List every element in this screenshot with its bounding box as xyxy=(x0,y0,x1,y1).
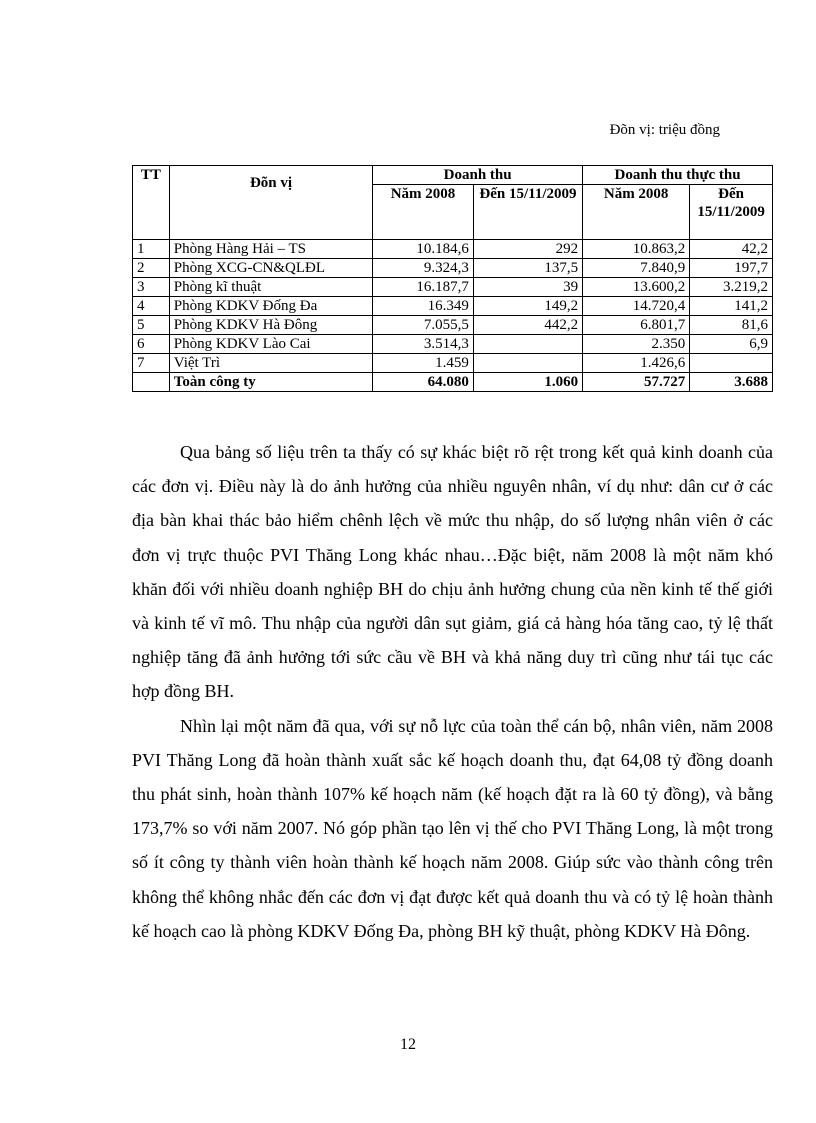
table-cell-act-2009: 6,9 xyxy=(690,335,773,354)
table-cell-rev-2008: 3.514,3 xyxy=(373,335,474,354)
table-row xyxy=(133,297,773,316)
body-text xyxy=(132,435,773,948)
table-cell-act-2009: 3.688 xyxy=(690,373,773,392)
header-unit: Đõn vị xyxy=(169,166,372,240)
page-number: 12 xyxy=(400,1036,416,1053)
table-cell-rev-2009: 137,5 xyxy=(473,259,582,278)
table-cell-tt: 7 xyxy=(133,354,170,373)
table-cell-name: Phòng KDKV Hà Đông xyxy=(169,316,372,335)
unit-note: Đõn vị: triệu đồng xyxy=(609,122,720,138)
table-cell-act-2009: 197,7 xyxy=(690,259,773,278)
table-cell-act-2008: 1.426,6 xyxy=(583,354,690,373)
header-year-2008-revenue: Năm 2008 xyxy=(373,185,474,240)
table-cell-act-2009: 81,6 xyxy=(690,316,773,335)
table-cell-rev-2008: 1.459 xyxy=(373,354,474,373)
table-cell-tt: 1 xyxy=(133,240,170,259)
table-cell-rev-2009: 442,2 xyxy=(473,316,582,335)
table-cell-name: Việt Trì xyxy=(169,354,372,373)
table-cell-name: Phòng KDKV Đống Đa xyxy=(169,297,372,316)
table-row xyxy=(133,316,773,335)
table-cell-rev-2008: 16.187,7 xyxy=(373,278,474,297)
header-revenue: Doanh thu xyxy=(373,166,583,185)
table-cell-rev-2009: 149,2 xyxy=(473,297,582,316)
table-cell-act-2008: 57.727 xyxy=(583,373,690,392)
table-total-row xyxy=(133,373,773,392)
table-cell-tt: 3 xyxy=(133,278,170,297)
paragraph: Qua bảng số liệu trên ta thấy có sự khác biệt rõ rệt trong kết quả kinh doanh của các đơn vị. Điều này là do ảnh hưởng của nhiều nguyên nhân, ví dụ như: dân cư ở các địa bàn khai thác bảo hiểm chênh lệch về mức thu nhập, do số lượng nhân viên ở các đơn vị trực thuộc PVI Thăng Long khác nhau…Đặc biệt, năm 2008 là một năm khó khăn đối với nhiều doanh nghiệp BH do chịu ảnh hưởng chung của nền kinh tế thế giới và kinh tế vĩ mô. Thu nhập của người dân sụt giảm, giá cả hàng hóa tăng cao, tỷ lệ thất nghiệp tăng đã ảnh hưởng tới sức cầu về BH và khả năng duy trì cũng như tái tục các hợp đồng BH. xyxy=(132,442,773,702)
table-cell-rev-2009: 1.060 xyxy=(473,373,582,392)
paragraph: Nhìn lại một năm đã qua, với sự nỗ lực của toàn thể cán bộ, nhân viên, năm 2008 PVI Thăng Long đã hoàn thành xuất sắc kế hoạch doanh thu, đạt 64,08 tỷ đồng doanh thu phát sinh, hoàn thành 107% kế hoạch năm (kế hoạch đặt ra là 60 tỷ đồng), và bằng 173,7% so với năm 2007. Nó góp phần tạo lên vị thế cho PVI Thăng Long, là một trong số ít công ty thành viên hoàn thành kế hoạch năm 2008. Giúp sức vào thành công trên không thể không nhắc đến các đơn vị đạt được kết quả doanh thu và có tỷ lệ hoàn thành kế hoạch cao là phòng KDKV Đống Đa, phòng BH kỹ thuật, phòng KDKV Hà Đông. xyxy=(132,715,773,941)
table-cell-tt xyxy=(133,373,170,392)
header-actual-revenue: Doanh thu thực thu xyxy=(583,166,773,185)
table-cell-tt: 4 xyxy=(133,297,170,316)
table-cell-act-2009: 141,2 xyxy=(690,297,773,316)
table-cell-tt: 6 xyxy=(133,335,170,354)
table-cell-act-2009 xyxy=(690,354,773,373)
table-cell-act-2008: 2.350 xyxy=(583,335,690,354)
table-cell-rev-2008: 7.055,5 xyxy=(373,316,474,335)
table-cell-rev-2008: 10.184,6 xyxy=(373,240,474,259)
table-cell-name: Phòng Hàng Hải – TS xyxy=(169,240,372,259)
table-cell-rev-2008: 9.324,3 xyxy=(373,259,474,278)
header-to-date-actual: Đến 15/11/2009 xyxy=(690,185,773,240)
table-cell-act-2009: 3.219,2 xyxy=(690,278,773,297)
table-cell-act-2008: 10.863,2 xyxy=(583,240,690,259)
table-cell-act-2008: 14.720,4 xyxy=(583,297,690,316)
table-cell-name: Phòng KDKV Lào Cai xyxy=(169,335,372,354)
table-cell-name: Toàn công ty xyxy=(169,373,372,392)
table-cell-rev-2009 xyxy=(473,354,582,373)
table-cell-rev-2009 xyxy=(473,335,582,354)
header-tt: TT xyxy=(133,166,170,240)
table-cell-name: Phòng kĩ thuật xyxy=(169,278,372,297)
table-cell-act-2008: 6.801,7 xyxy=(583,316,690,335)
table-cell-rev-2008: 16.349 xyxy=(373,297,474,316)
table-cell-act-2009: 42,2 xyxy=(690,240,773,259)
table-cell-rev-2009: 292 xyxy=(473,240,582,259)
table-cell-rev-2008: 64.080 xyxy=(373,373,474,392)
table-cell-tt: 5 xyxy=(133,316,170,335)
table-cell-act-2008: 13.600,2 xyxy=(583,278,690,297)
table-row xyxy=(133,259,773,278)
table-row xyxy=(133,240,773,259)
table-cell-rev-2009: 39 xyxy=(473,278,582,297)
header-to-date-revenue: Đến 15/11/2009 xyxy=(473,185,582,240)
table-row xyxy=(133,278,773,297)
revenue-table xyxy=(132,165,773,392)
table-cell-tt: 2 xyxy=(133,259,170,278)
table-cell-name: Phòng XCG-CN&QLĐL xyxy=(169,259,372,278)
table-row xyxy=(133,335,773,354)
header-year-2008-actual: Năm 2008 xyxy=(583,185,690,240)
table-row xyxy=(133,354,773,373)
table-cell-act-2008: 7.840,9 xyxy=(583,259,690,278)
